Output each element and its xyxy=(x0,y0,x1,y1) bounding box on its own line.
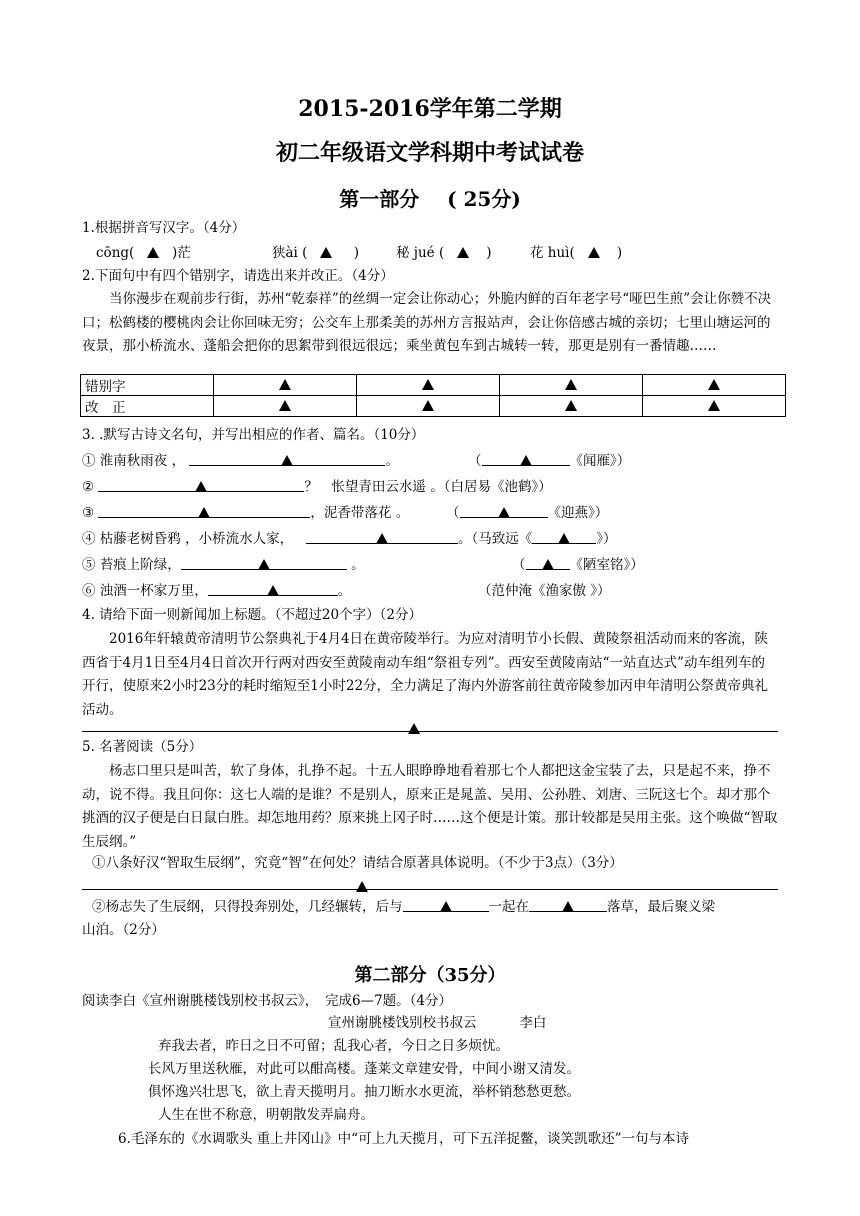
answer-line[interactable] xyxy=(82,731,778,732)
answer-cell[interactable] xyxy=(643,375,786,396)
answer-blank[interactable] xyxy=(403,896,489,912)
answer-blank-icon xyxy=(565,379,577,390)
q2-stem: 2.下面句中有四个错别字，请选出来并改正。（4分） xyxy=(82,268,394,284)
answer-blank-icon xyxy=(457,247,469,258)
answer-cell[interactable] xyxy=(643,396,786,417)
answer-blank-icon xyxy=(147,247,159,258)
answer-blank-icon xyxy=(198,507,210,518)
answer-blank[interactable] xyxy=(532,528,596,544)
answer-cell[interactable] xyxy=(214,396,357,417)
q5-sub1: ①八条好汉“智取生辰纲”，究竟“智”在何处？请结合原著具体说明。（不少于3点）（3分） xyxy=(92,855,623,871)
row-label-corrections: 改 正 xyxy=(81,396,214,417)
answer-blank-icon xyxy=(195,481,207,492)
answer-blank-icon xyxy=(279,400,291,411)
q1-item-1: cōng( )茫 xyxy=(96,245,191,261)
table-row xyxy=(81,396,786,417)
answer-line[interactable] xyxy=(82,889,778,890)
part2-heading: 第二部分（35分） xyxy=(354,965,506,986)
answer-blank[interactable] xyxy=(306,528,458,544)
answer-blank-icon xyxy=(422,400,434,411)
answer-blank-icon xyxy=(498,507,510,518)
poem-title: 宣州谢朓楼饯别校书叔云 李白 xyxy=(328,1015,547,1031)
answer-line-marker xyxy=(356,876,368,895)
answer-blank[interactable] xyxy=(98,476,304,492)
poem-line-4: 人生在世不称意，明朝散发弄扁舟。 xyxy=(158,1107,374,1123)
q3-source-3: （ 《迎燕》） xyxy=(446,502,608,525)
answer-line-marker xyxy=(408,718,420,737)
poem-line-1: 弃我去者，昨日之日不可留；乱我心者，今日之日多烦忧。 xyxy=(158,1038,509,1054)
answer-blank-icon xyxy=(320,247,332,258)
q3-line-4: ④ 枯藤老树昏鸦 ，小桥流水人家， 。（马致远《 》） xyxy=(82,528,616,551)
row-label-errors: 错别字 xyxy=(81,375,214,396)
part1-heading xyxy=(0,183,860,212)
answer-blank-icon xyxy=(708,379,720,390)
q3-source-6: （范仲淹《渔家傲 》） xyxy=(478,583,611,599)
q5-stem: 5. 名著阅读（5分） xyxy=(82,739,203,755)
exam-title-year: 2015-2016学年第二学期 xyxy=(298,96,562,122)
answer-blank-icon xyxy=(542,559,554,570)
answer-cell[interactable] xyxy=(214,375,357,396)
q1-item-4: 花 huì( ) xyxy=(530,245,623,261)
q3-line-3: ③ ，泥香带落花 。 xyxy=(82,502,409,525)
q1-stem: 1.根据拼音写汉字。（4分） xyxy=(82,220,246,236)
table-row xyxy=(81,375,786,396)
answer-blank-icon xyxy=(565,400,577,411)
poem-intro: 阅读李白《宣州谢朓楼饯别校书叔云》， 完成6—7题。（4分） xyxy=(82,993,453,1009)
exam-title: 初二年级语文学科期中考试试卷 xyxy=(275,140,584,166)
answer-blank[interactable] xyxy=(208,580,338,596)
poem-line-2: 长风万里送秋雁，对此可以酣高楼。蓬莱文章建安骨，中间小谢又清发。 xyxy=(148,1061,580,1077)
answer-blank-icon xyxy=(258,559,270,570)
poem-line-3: 俱怀逸兴壮思飞，欲上青天揽明月。抽刀断水水更流，举杯销愁愁更愁。 xyxy=(148,1084,580,1100)
q3-line-2: ② ？ 怅望青田云水遥 。（白居易《池鹤》） xyxy=(82,476,552,499)
answer-blank[interactable] xyxy=(526,554,570,570)
q1-item-3: 秘 jué ( ) xyxy=(396,245,492,261)
q3-source-5: （ 《陋室铭》） xyxy=(512,554,644,577)
q1-item-2: 狭ài ( ) xyxy=(272,245,360,261)
answer-blank[interactable] xyxy=(529,896,607,912)
answer-blank-icon xyxy=(440,901,452,912)
answer-blank-icon xyxy=(708,400,720,411)
q5-sub2-cont: 山泊。（2分） xyxy=(82,922,165,938)
q3-line-6: ⑥ 浊酒一杯家万里， 。 xyxy=(82,580,351,603)
answer-blank-icon xyxy=(279,379,291,390)
answer-blank-icon xyxy=(588,247,600,258)
answer-blank[interactable] xyxy=(98,502,310,518)
answer-cell[interactable] xyxy=(500,396,643,417)
answer-blank[interactable] xyxy=(460,502,548,518)
q5-passage: 杨志口里只是叫苦，软了身体，扎挣不起。十五人眼睁睁地看着那七个人都把这金宝装了去，只是起不来，挣不动，说不得。我且问你：这七人端的是谁？不是别人，原来正是晁盖、吴用、公孙胜、刘唐、三阮这七个。却才那个挑酒的汉子便是白日鼠白胜。却怎地用药？原来挑上冈子时……这个便是计策。那计较都是吴用主张。这个唤做“智取生辰纲。” xyxy=(82,763,778,850)
answer-blank-icon xyxy=(562,901,574,912)
q3-stem: 3. .默写古诗文名句，并写出相应的作者、篇名。（10分） xyxy=(82,427,425,443)
q4-passage: 2016年轩辕黄帝清明节公祭典礼于4月4日在黄帝陵举行。为应对清明节小长假、黄陵祭祖活动而来的客流，陕西省于4月1日至4月4日首次开行两对西安至黄陵南动车组“祭祖专列”。西安至黄陵南站“一站直达式”动车组列车的开行，使原来2小时23分的耗时缩短至1小时22分，全力满足了海内外游客前往黄帝陵参加丙申年清明公祭黄帝典礼活动。 xyxy=(82,631,769,718)
poem-author: 李白 xyxy=(519,1015,547,1031)
answer-cell[interactable] xyxy=(357,375,500,396)
q5-sub2: ②杨志失了生辰纲，只得投奔别处，几经辗转，后与 一起在 落草，最后聚义梁 xyxy=(92,896,715,919)
part1-title: 第一部分 xyxy=(339,187,420,211)
answer-blank[interactable] xyxy=(181,554,347,570)
answer-blank-icon xyxy=(267,585,279,596)
q3-line-5: ⑤ 苔痕上阶绿， 。 xyxy=(82,554,365,577)
answer-blank-icon xyxy=(558,533,570,544)
answer-blank-icon xyxy=(422,379,434,390)
answer-blank-icon xyxy=(376,533,388,544)
answer-cell[interactable] xyxy=(500,375,643,396)
part1-score: ( 25分) xyxy=(447,187,521,211)
q6-stem: 6.毛泽东的《水调歌头 重上井冈山》中“可上九天揽月，可下五洋捉鳖，谈笑凯歌还”一句与本诗 xyxy=(118,1131,689,1147)
q2-passage: 当你漫步在观前步行街，苏州“乾泰祥”的丝绸一定会让你动心；外脆内鲜的百年老字号“哑巴生煎”会让你赞不决口；松鹤楼的樱桃肉会让你回味无穷；公交车上那柔美的苏州方言报站声，会让你倍感古城的亲切；七里山塘运河的夜景，那小桥流水、蓬船会把你的思絮带到很远很远；乘坐黄包车到古城转一转，那更是别有一番情趣…… xyxy=(82,291,772,354)
answer-blank-icon xyxy=(356,881,368,892)
answer-cell[interactable] xyxy=(357,396,500,417)
q3-line-1: ① 淮南秋雨夜 ， 。 xyxy=(82,450,399,473)
answer-blank-icon xyxy=(281,455,293,466)
answer-blank-icon xyxy=(408,723,420,734)
answer-blank[interactable] xyxy=(482,450,570,466)
error-correction-table xyxy=(80,374,786,417)
q4-stem: 4. 请给下面一则新闻加上标题。（不超过20个字）（2分） xyxy=(82,607,422,623)
answer-blank[interactable] xyxy=(189,450,385,466)
q3-source-1: （ 《闻雁》） xyxy=(468,450,630,473)
answer-blank-icon xyxy=(520,455,532,466)
